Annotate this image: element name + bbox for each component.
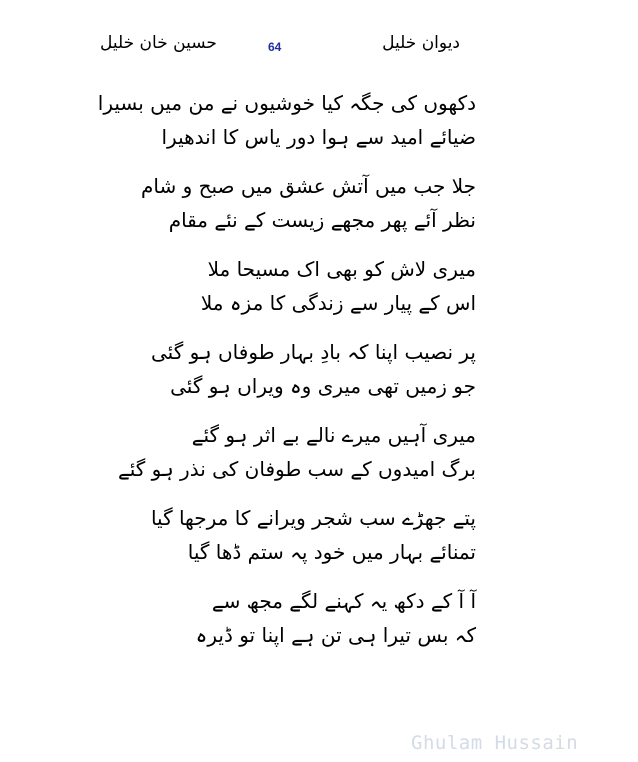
verse-line: پر نصیب اپنا کہ بادِ بہار طوفاں ہو گئی: [150, 340, 476, 364]
watermark-text: Ghulam Hussain: [411, 732, 579, 754]
verse-line: آ آ کے دکھ یہ کہنے لگے مجھ سے: [211, 589, 476, 613]
stanza-4: [146, 335, 476, 403]
verse-line: میری لاش کو بھی اک مسیحا ملا: [207, 257, 476, 281]
stanza-3: [146, 252, 476, 320]
author-name: حسین خان خلیل: [100, 33, 217, 53]
stanza-1: [97, 86, 476, 154]
book-title: دیوان خلیل: [382, 33, 460, 53]
verse-line: برگ امیدوں کے سب طوفان کی نذر ہو گئے: [118, 457, 476, 481]
verse-line: پتے جھڑے سب شجر ویرانے کا مرجھا گیا: [150, 506, 476, 530]
verse-line: جو زمیں تھی میری وہ ویراں ہو گئی: [170, 374, 476, 398]
stanza-5: [118, 418, 476, 486]
verse-line: تمنائے بہار میں خود پہ ستم ڈھا گیا: [187, 540, 476, 564]
verse-line: جلا جب میں آتش عشق میں صبح و شام: [141, 174, 476, 198]
verse-line: میری آہیں میرے نالے بے اثر ہو گئے: [191, 423, 476, 447]
verse-line: کہ بس تیرا ہی تن ہے اپنا تو ڈیرہ: [195, 623, 476, 647]
verse-line: نظر آئے پھر مجھے زیست کے نئے مقام: [168, 208, 476, 232]
verse-line: اس کے پیار سے زندگی کا مزہ ملا: [200, 291, 476, 315]
verse-line: ضیائے امید سے ہوا دور یاس کا اندھیرا: [161, 125, 476, 149]
stanza-7: [146, 584, 476, 652]
stanza-6: [146, 501, 476, 569]
stanza-2: [141, 169, 476, 237]
page-number: 64: [268, 40, 282, 54]
verse-line: دکھوں کی جگہ کیا خوشیوں نے من میں بسیرا: [97, 91, 476, 115]
